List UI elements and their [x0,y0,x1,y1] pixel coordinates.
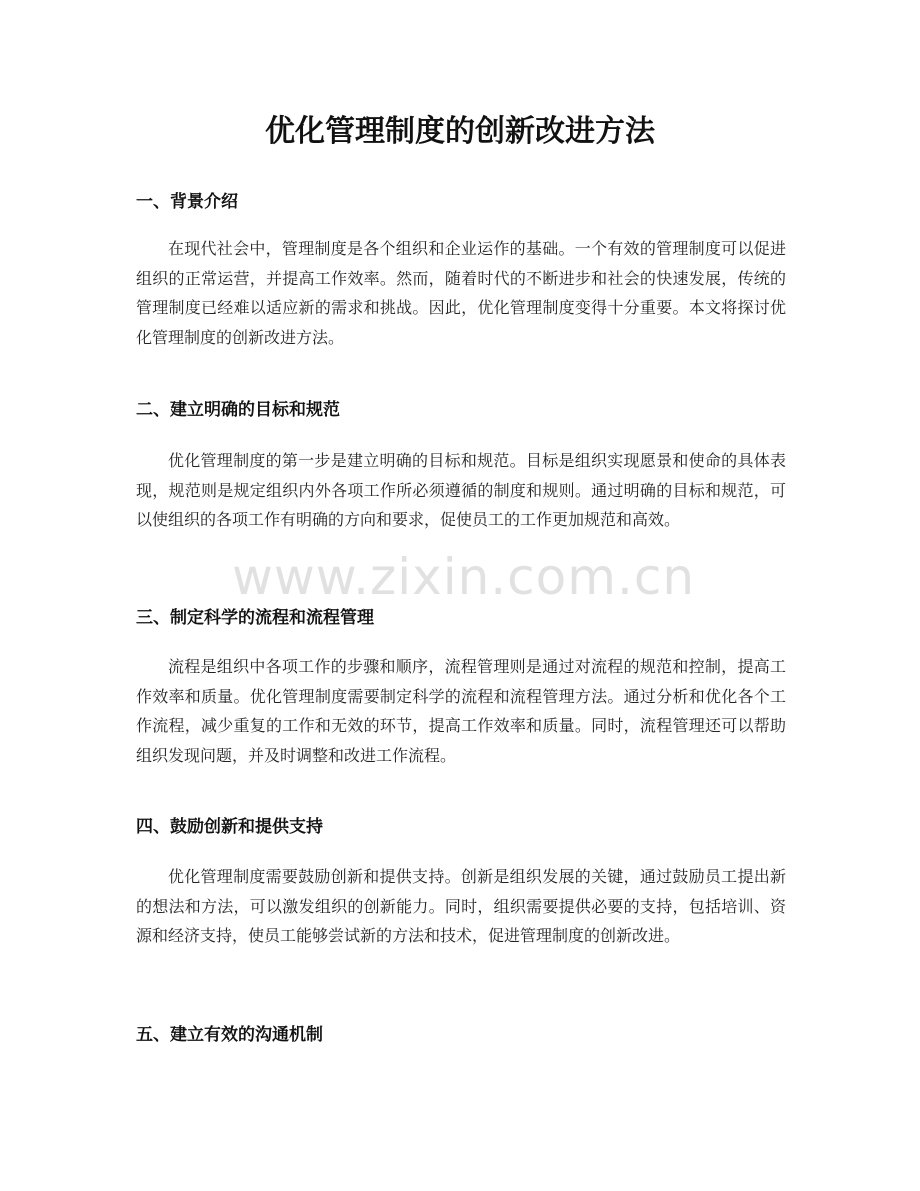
section-heading-innovation: 四、鼓励创新和提供支持 [136,817,323,837]
section-body-process: 流程是组织中各项工作的步骤和顺序，流程管理则是通过对流程的规范和控制，提高工作效率和质量。优化管理制度需要制定科学的流程和流程管理方法。通过分析和优化各个工作流程，减少重复的工作和无效的环节，提高工作效率和质量。同时，流程管理还可以帮助组织发现问题，并及时调整和改进工作流程。 [136,657,786,766]
section-heading-goals: 二、建立明确的目标和规范 [136,400,340,420]
watermark: www.zixin.com.cn [232,548,696,606]
section-body-innovation: 优化管理制度需要鼓励创新和提供支持。创新是组织发展的关键，通过鼓励员工提出新的想法和方法，可以激发组织的创新能力。同时，组织需要提供必要的支持，包括培训、资源和经济支持，使员工能够尝试新的方法和技术，促进管理制度的创新改进。 [136,867,786,946]
section-heading-communication: 五、建立有效的沟通机制 [136,1025,323,1045]
section-body-background: 在现代社会中，管理制度是各个组织和企业运作的基础。一个有效的管理制度可以促进组织的正常运营，并提高工作效率。然而，随着时代的不断进步和社会的快速发展，传统的管理制度已经难以适应新的需求和挑战。因此，优化管理制度变得十分重要。本文将探讨优化管理制度的创新改进方法。 [136,239,786,348]
section-body-goals: 优化管理制度的第一步是建立明确的目标和规范。目标是组织实现愿景和使命的具体表现，规范则是规定组织内外各项工作所必须遵循的制度和规则。通过明确的目标和规范，可以使组织的各项工作有明确的方向和要求，促使员工的工作更加规范和高效。 [136,451,786,530]
section-heading-process: 三、制定科学的流程和流程管理 [136,608,374,628]
section-heading-background: 一、背景介绍 [136,192,238,212]
document-title: 优化管理制度的创新改进方法 [265,114,655,149]
